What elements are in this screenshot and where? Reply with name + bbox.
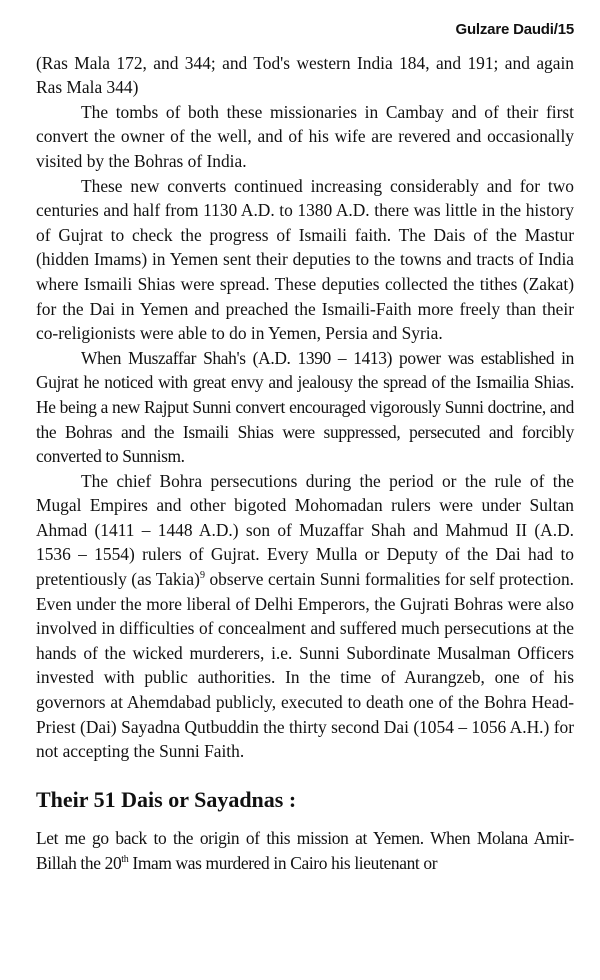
- footnote-marker: 9: [199, 570, 205, 582]
- origin-text-before: Let me go back to the origin of this mission at Yemen. When Molana Amir-Billah the 20: [36, 828, 574, 873]
- origin-text-after: Imam was murdered in Cairo his lieutenant or: [128, 853, 438, 873]
- paragraph-new-converts: These new converts continued increasing considerably and for two centuries and half from 1130 A.D. to 1380 A.D. there was little in the history of Gujrat to check the progress of Ismaili faith. The Dais of the Mastur (hidden Imams) in Yemen sent their deputies to the towns and tracts of India where Ismaili Shias were spread. These deputies collected the tithes (Zakat) for the Dai in Yemen and preached the Ismaili-Faith more freely than their co-religionists were able to do in Yemen, Persia and Syria.: [36, 175, 574, 344]
- persecutions-text-before: The chief Bohra persecutions during the period or the rule of the Mugal Empires and other bigoted Mohomadan rulers were under Sultan Ahmad (1411 – 1448 A.D.) son of Muzaffar Shah and Mahmud II (A.D. 1536 – 1554) rulers of Gujrat. Every Mulla or Deputy of the Dai had to pretentiously (as Takia): [36, 470, 574, 590]
- document-page: [36, 18, 574, 876]
- paragraph-muszaffar-shah: When Muszaffar Shah's (A.D. 1390 – 1413) power was established in Gujrat he noticed with great envy and jealousy the spread of the Ismailia Shias. He being a new Rajput Sunni convert encouraged vigorously Sunni doctrine, and the Bohras and the Ismaili Shias were suppressed, persecuted and forcibly converted to Sunnism.: [36, 347, 574, 467]
- persecutions-text-after: observe certain Sunni formalities for self protection. Even under the more liberal of Delhi Emperors, the Gujrati Bohras were also involved in difficulties of concealment and suffered much persecutions at the hands of the wicked murderers, i.e. Sunni Subordinate Musalman Officers invested with public authorities. In the time of Aurangzeb, one of his governors at Ahemdabad publicly, executed to death one of the Bohra Head-Priest (Dai) Sayadna Qutbuddin the thirty second Dai (1054 – 1056 A.H.) for not accepting the Sunni Faith.: [36, 569, 574, 762]
- paragraph-persecutions: [36, 469, 574, 764]
- running-head: Gulzare Daudi/15: [455, 21, 574, 38]
- paragraph-citation: (Ras Mala 172, and 344; and Tod's western India 184, and 191; and again Ras Mala 344): [36, 52, 574, 98]
- paragraph-tombs: The tombs of both these missionaries in Cambay and of their first convert the owner of the well, and of his wife are revered and occasionally visited by the Bohras of India.: [36, 101, 574, 171]
- section-heading: Their 51 Dais or Sayadnas :: [36, 786, 297, 812]
- ordinal-superscript: th: [121, 854, 129, 866]
- paragraph-origin: [36, 826, 574, 875]
